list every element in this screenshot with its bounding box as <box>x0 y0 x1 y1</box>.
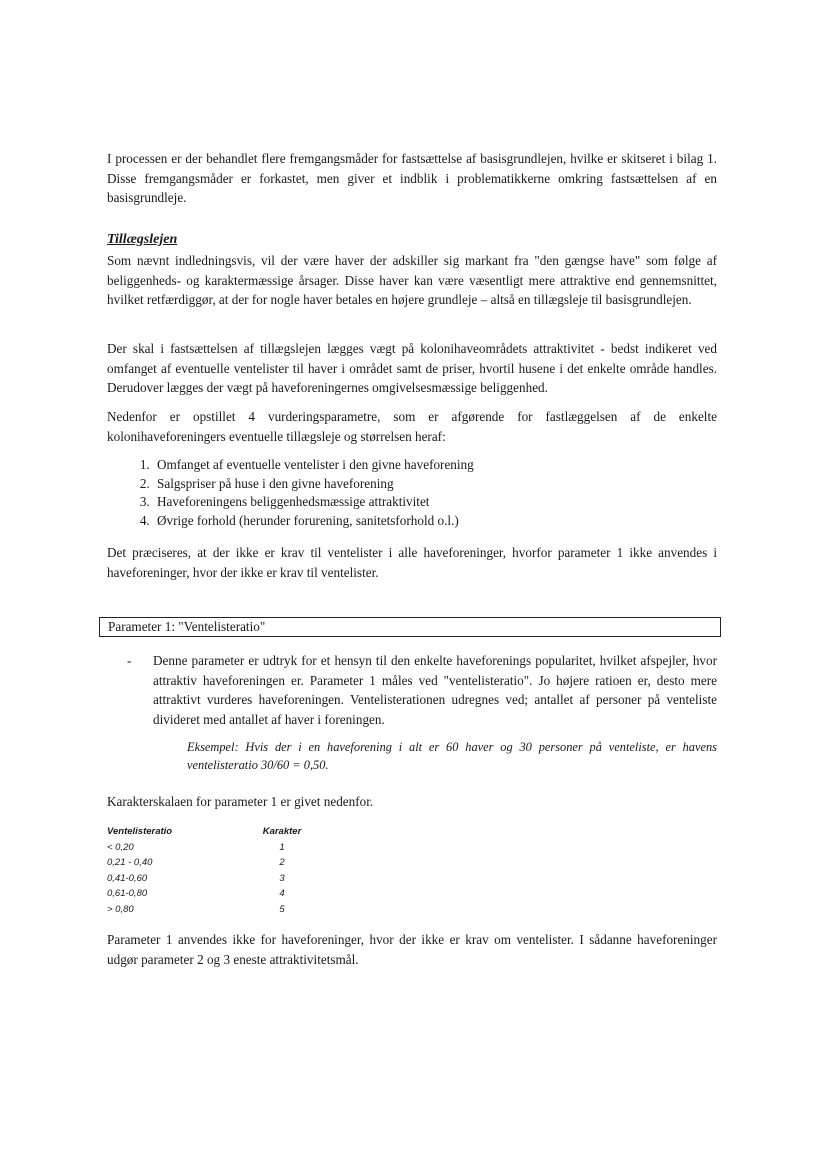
example-text: Eksempel: Hvis der i en haveforening i alt er 60 haver og 30 personer på venteliste, er havens ventelisteratio 30/60 = 0,50. <box>187 740 717 772</box>
column-header-karakter: Karakter <box>262 826 302 837</box>
criteria-list-wrapper <box>107 456 717 530</box>
table-row <box>107 886 307 902</box>
karakter-cell: 3 <box>279 872 285 884</box>
table-row <box>107 871 307 887</box>
table-row <box>107 902 307 918</box>
intro-paragraph: I processen er der behandlet flere fremgangsmåder for fastsættelse af basisgrundlejen, hvilke er skitseret i bilag 1. Disse fremgangsmåder er forkastet, men giver et indblik i problematikkerne omkring fastsættelsen af en basisgrundleje. <box>107 151 717 205</box>
karakter-cell: 5 <box>279 903 285 915</box>
section-heading: Tillægslejen <box>107 232 178 247</box>
scale-table-header <box>107 824 307 840</box>
karakter-cell: 2 <box>279 857 285 869</box>
column-header-ratio: Ventelisteratio <box>107 826 173 837</box>
paragraph-ventelister-note: Det præciseres, at der ikke er krav til ventelister i alle haveforeninger, hvorfor parameter 1 ikke anvendes i haveforeninger, hvor der ikke er krav til ventelister. <box>107 545 717 580</box>
parameter-description-item <box>127 651 717 729</box>
karakter-cell: 4 <box>279 888 285 900</box>
criteria-item: 4. Øvrige forhold (herunder forurening, sanitetsforhold o.l.) <box>153 512 717 531</box>
ratio-cell: 0,21 - 0,40 <box>107 857 153 869</box>
criteria-item: 1. Omfanget af eventuelle ventelister i den givne haveforening <box>153 456 717 475</box>
ratio-cell: 0,41-0,60 <box>107 872 148 884</box>
parameter-description: Denne parameter er udtryk for et hensyn til den enkelte haveforenings popularitet, hvilket afspejler, hvor attraktiv haveforeningen er. Parameter 1 måles ved "ventelisteratio". Jo højere ratioen er, desto mere attraktivt vurderes haveforeningen. Ventelisterationen udregnes ved; antallet af personer på venteliste divideret med antallet af haver i foreningen. <box>153 653 717 727</box>
karakter-cell: 1 <box>279 841 285 853</box>
table-row <box>107 840 307 856</box>
table-row <box>107 855 307 871</box>
closing-paragraph: Parameter 1 anvendes ikke for haveforeninger, hvor der ikke er krav om ventelister. I sådanne haveforeninger udgør parameter 2 og 3 eneste attraktivitetsmål. <box>107 932 717 967</box>
ratio-cell: < 0,20 <box>107 841 134 853</box>
scale-table <box>107 824 307 918</box>
criteria-item: 2. Salgspriser på huse i den givne haveforening <box>153 475 717 494</box>
paragraph-parametre-intro: Nedenfor er opstillet 4 vurderingsparametre, som er afgørende for fastlæggelsen af de enkelte kolonihaveforeningers eventuelle tillægsleje og størrelsen heraf: <box>107 409 717 444</box>
parameter-title-box: Parameter 1: "Ventelisteratio" <box>99 617 721 637</box>
criteria-list <box>107 456 717 530</box>
paragraph-tillaegsleje-intro: Som nævnt indledningsvis, vil der være haver der adskiller sig markant fra "den gængse have" som følge af beliggenheds- og karaktermæssige årsager. Disse haver kan være væsentligt mere attraktive end gennemsnittet, hvilket retfærdiggør, at der for nogle haver betales en højere grundleje – altså en tillægsleje til basisgrundlejen. <box>107 253 717 307</box>
scale-intro: Karakterskalaen for parameter 1 er givet nedenfor. <box>107 794 374 809</box>
ratio-cell: 0,61-0,80 <box>107 888 148 900</box>
dash-bullet: - <box>127 653 132 668</box>
criteria-item: 3. Haveforeningens beliggenhedsmæssige attraktivitet <box>153 493 717 512</box>
ratio-cell: > 0,80 <box>107 903 134 915</box>
paragraph-attraktivitet: Der skal i fastsættelsen af tillægslejen lægges vægt på kolonihaveområdets attraktivitet - bedst indikeret ved omfanget af eventuelle ventelister til haver i området samt de priser, hvortil husene i det enkelte område handles. Derudover lægges der vægt på haveforeningernes omgivelsesmæssige beliggenhed. <box>107 341 717 395</box>
